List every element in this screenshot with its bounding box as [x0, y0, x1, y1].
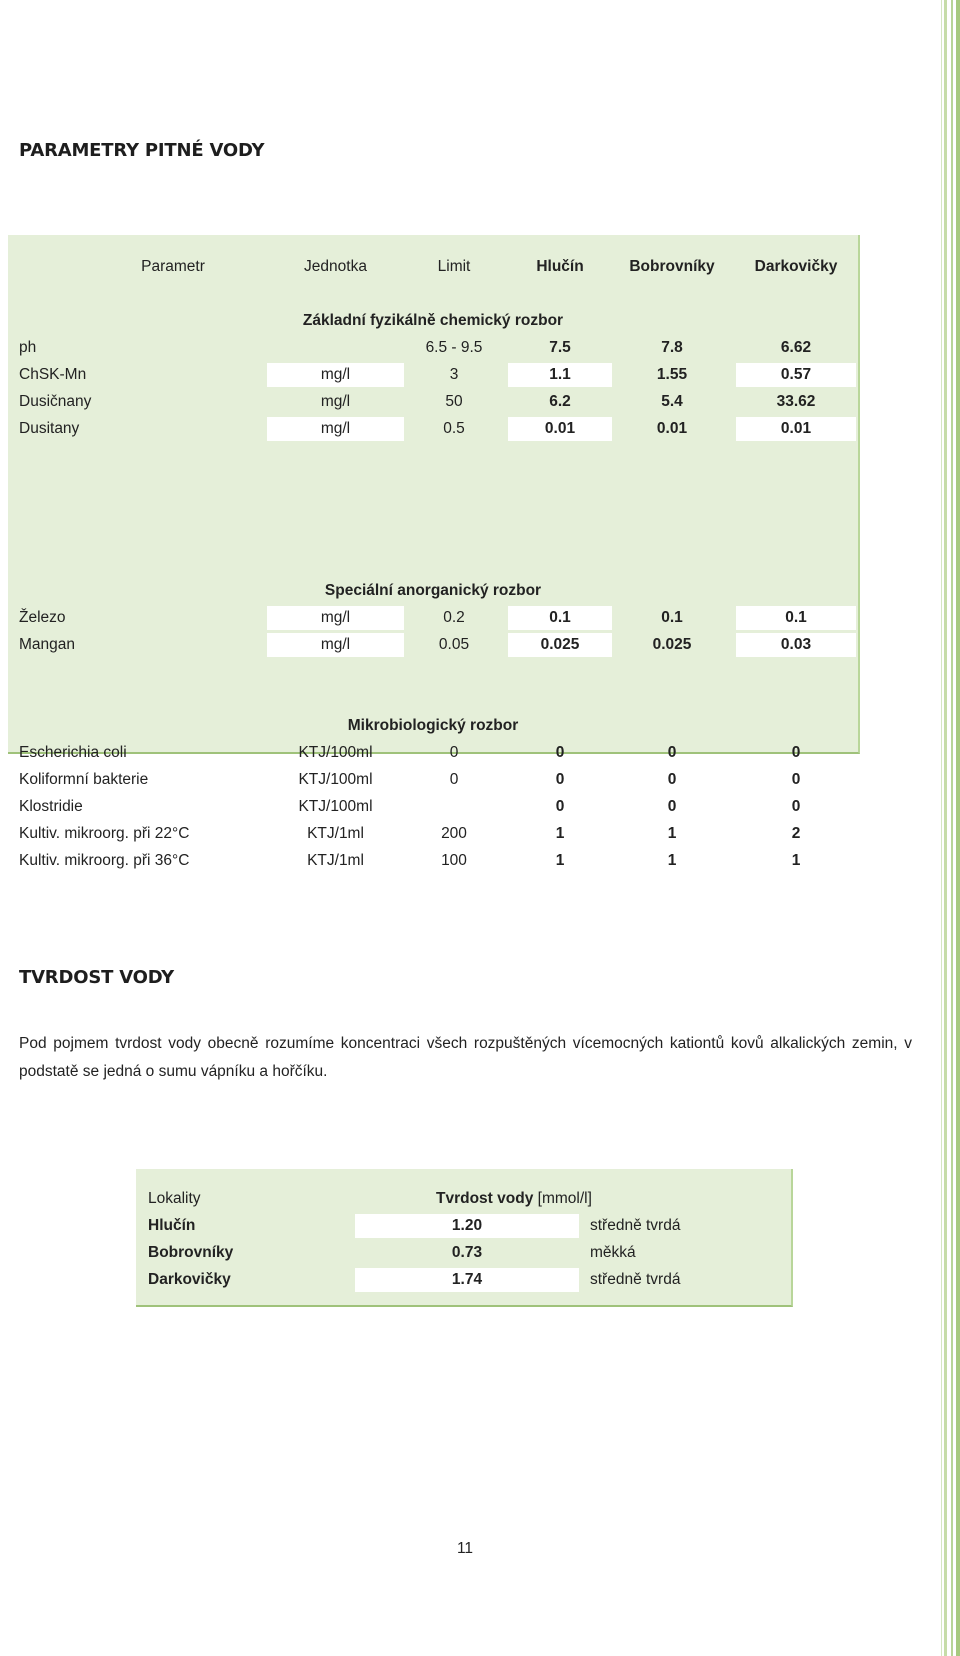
cell-location: Bobrovníky — [148, 1244, 234, 1261]
cell-unit: mg/l — [320, 393, 351, 410]
section-heading-drinking-water: PARAMETRY PITNÉ VODY — [19, 140, 265, 161]
cell-bobrovniky: 5.4 — [661, 393, 683, 410]
cell-hlucin: 0 — [555, 798, 565, 815]
page-number: 11 — [456, 1540, 474, 1557]
cell-darkovicky: 0.03 — [736, 633, 856, 657]
cell-location: Darkovičky — [148, 1271, 231, 1288]
cell-bobrovniky: 1.55 — [656, 366, 688, 383]
cell-darkovicky: 0 — [736, 768, 856, 792]
section-title: Mikrobiologický rozbor — [347, 717, 519, 734]
cell-limit: 0 — [449, 771, 459, 788]
cell-parameter: Mangan — [19, 636, 76, 653]
cell-hardness-value: 0.73 — [451, 1244, 483, 1261]
water-parameters-table — [8, 235, 860, 869]
cell-unit: mg/l — [267, 417, 404, 441]
cell-limit: 0.5 — [443, 420, 465, 437]
cell-unit — [267, 336, 404, 360]
cell-bobrovniky: 7.8 — [661, 339, 683, 356]
page-border-line — [951, 0, 953, 1656]
cell-hlucin: 0 — [508, 768, 612, 792]
cell-unit: KTJ/1ml — [307, 852, 364, 869]
page-border-line — [956, 0, 960, 1656]
header-darkovicky: Darkovičky — [754, 258, 838, 275]
cell-hardness-value: 1.74 — [355, 1268, 579, 1292]
header-jednotka: Jednotka — [304, 258, 367, 275]
cell-limit: 200 — [441, 825, 467, 842]
cell-bobrovniky: 0.025 — [652, 636, 692, 653]
cell-parameter: ph — [19, 339, 37, 356]
cell-bobrovniky: 0.01 — [656, 420, 688, 437]
cell-parameter: Kultiv. mikroorg. při 22°C — [19, 825, 190, 842]
header-bobrovniky: Bobrovníky — [629, 258, 715, 275]
cell-bobrovniky: 1 — [667, 852, 677, 869]
cell-hlucin: 7.5 — [549, 339, 571, 356]
cell-parameter: Železo — [19, 609, 66, 626]
header-hardness-unit: [mmol/l] — [533, 1190, 592, 1207]
cell-darkovicky: 6.62 — [780, 339, 812, 356]
cell-hardness-class: středně tvrdá — [590, 1271, 681, 1288]
cell-hardness-value: 1.20 — [355, 1214, 579, 1238]
cell-hardness-class: středně tvrdá — [590, 1217, 681, 1234]
cell-parameter: Klostridie — [19, 798, 83, 815]
cell-limit: 6.5 - 9.5 — [425, 339, 483, 356]
cell-bobrovniky: 1 — [667, 825, 677, 842]
cell-limit: 0.05 — [438, 636, 470, 653]
water-hardness-table — [136, 1169, 793, 1307]
cell-hlucin: 0.025 — [508, 633, 612, 657]
cell-darkovicky: 0.1 — [736, 606, 856, 630]
cell-unit: KTJ/100ml — [298, 798, 373, 815]
page-border-line — [941, 0, 942, 1656]
cell-hlucin: 0.1 — [508, 606, 612, 630]
cell-bobrovniky: 0 — [667, 744, 677, 761]
cell-darkovicky: 0 — [791, 798, 801, 815]
header-hlucin: Hlučín — [536, 258, 584, 275]
hardness-paragraph: Pod pojmem tvrdost vody obecně rozumíme koncentraci všech rozpuštěných vícemocných kationtů kovů alkalických zemin, v podstatě se jedná o sumu vápníku a hořčíku. — [19, 1035, 912, 1080]
cell-hlucin: 1.1 — [508, 363, 612, 387]
cell-darkovicky: 33.62 — [776, 393, 816, 410]
section-title: Základní fyzikálně chemický rozbor — [302, 312, 564, 329]
cell-limit: 0.2 — [443, 609, 465, 626]
cell-hlucin: 0.01 — [508, 417, 612, 441]
cell-bobrovniky: 0.1 — [661, 609, 683, 626]
cell-unit: KTJ/1ml — [267, 822, 404, 846]
section-heading-water-hardness: TVRDOST VODY — [19, 967, 175, 988]
cell-limit: 3 — [449, 366, 459, 383]
cell-limit: 100 — [441, 852, 467, 869]
header-parametr: Parametr — [141, 258, 205, 275]
cell-parameter: ChSK-Mn — [19, 366, 87, 383]
cell-darkovicky: 0.01 — [736, 417, 856, 441]
cell-location: Hlučín — [148, 1217, 196, 1234]
cell-hlucin: 1 — [508, 822, 612, 846]
cell-unit: KTJ/100ml — [267, 768, 404, 792]
header-limit: Limit — [437, 258, 471, 275]
cell-parameter: Kultiv. mikroorg. při 36°C — [19, 852, 190, 869]
cell-hlucin: 0 — [555, 744, 565, 761]
header-hardness — [436, 1187, 766, 1211]
cell-unit: mg/l — [267, 363, 404, 387]
cell-parameter: Koliformní bakterie — [19, 771, 149, 788]
page-border-line — [944, 0, 947, 1656]
cell-darkovicky: 1 — [791, 852, 801, 869]
cell-bobrovniky: 0 — [667, 798, 677, 815]
cell-limit: 0 — [449, 744, 459, 761]
cell-unit: mg/l — [267, 633, 404, 657]
cell-hardness-class: měkká — [590, 1244, 636, 1261]
cell-bobrovniky: 0 — [667, 771, 677, 788]
cell-unit: KTJ/100ml — [298, 744, 373, 761]
section-title: Speciální anorganický rozbor — [324, 582, 542, 599]
cell-darkovicky: 0.57 — [736, 363, 856, 387]
header-location: Lokality — [148, 1190, 201, 1207]
cell-darkovicky: 2 — [736, 822, 856, 846]
cell-limit: 50 — [445, 393, 463, 410]
cell-darkovicky: 0 — [791, 744, 801, 761]
header-hardness-title: Tvrdost vody — [436, 1190, 534, 1207]
cell-hlucin: 6.2 — [549, 393, 571, 410]
cell-parameter: Dusičnany — [19, 393, 92, 410]
cell-unit: mg/l — [267, 606, 404, 630]
cell-parameter: Dusitany — [19, 420, 80, 437]
cell-hlucin: 1 — [555, 852, 565, 869]
cell-limit — [404, 795, 504, 819]
cell-parameter: Escherichia coli — [19, 744, 127, 761]
